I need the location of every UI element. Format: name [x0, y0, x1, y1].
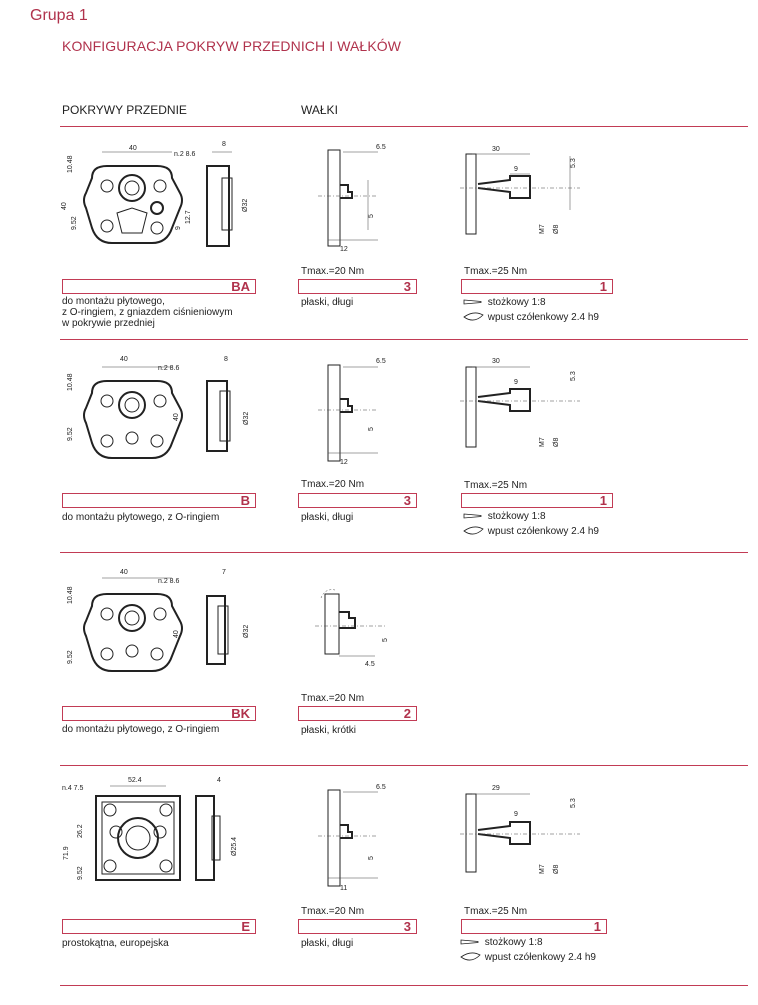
dim-text: Ø8 [553, 437, 560, 447]
dim-text: 40 [120, 356, 128, 363]
option-key [460, 952, 596, 963]
dim-text: 5.3 [570, 371, 577, 381]
dim-text: M7 [539, 224, 546, 234]
code-cell-cover [62, 279, 256, 294]
code-cell-cover [62, 493, 256, 508]
option-code: E [241, 919, 250, 934]
dim-text: 9.52 [67, 427, 74, 441]
dim-text: 10.48 [67, 373, 74, 391]
dim-text: 40 [120, 569, 128, 576]
dim-text: 40 [173, 630, 180, 638]
dim-text: 5.3 [570, 798, 577, 808]
code-cell-cover [62, 919, 256, 934]
option-label: stożkowy 1:8 [484, 937, 543, 948]
group-title: Grupa 1 [30, 7, 88, 24]
dim-text: 12 [340, 246, 348, 253]
code-cell-shaft [461, 919, 607, 934]
option-tapered [463, 297, 546, 308]
dim-text: 9 [514, 379, 518, 386]
dim-text: 30 [492, 146, 500, 153]
dim-text: 12.7 [185, 210, 192, 224]
torque-label: Tmax.=25 Nm [464, 480, 528, 491]
dim-text: Ø32 [243, 624, 250, 638]
dim-text: 10.48 [67, 586, 74, 604]
torque-label: Tmax.=20 Nm [301, 693, 365, 704]
woodruff-key-icon [460, 952, 482, 962]
dim-text: Ø32 [242, 198, 249, 212]
dim-text: 52.4 [128, 777, 142, 784]
torque-label: Tmax.=20 Nm [301, 906, 365, 917]
dim-text: 40 [173, 413, 180, 421]
dim-text: 11 [340, 885, 348, 892]
dim-text: 6.5 [376, 144, 386, 151]
dim-text: 40 [61, 202, 68, 210]
cover-description [62, 296, 233, 329]
code-cell-shaft [298, 493, 417, 508]
dim-text: 9.52 [71, 216, 78, 230]
row-divider [60, 552, 748, 553]
option-code: 3 [403, 493, 411, 508]
dim-text: M7 [539, 864, 546, 874]
dim-text: 5 [368, 214, 375, 218]
description-line: do montażu płytowego, z O-ringiem [62, 512, 220, 523]
page-title: KONFIGURACJA POKRYW PRZEDNICH I WAŁKÓW [62, 38, 402, 54]
cover-description [62, 938, 169, 949]
torque-label: Tmax.=20 Nm [301, 479, 365, 490]
dim-text: 9 [175, 226, 182, 230]
cover-drawing-ba [62, 138, 262, 258]
dim-text: 7 [222, 569, 226, 576]
dim-text: 5 [368, 856, 375, 860]
column-head-shafts: WAŁKI [301, 103, 338, 117]
dim-text: 9 [514, 811, 518, 818]
code-cell-shaft [298, 919, 417, 934]
code-cell-shaft [461, 279, 613, 294]
option-key [463, 312, 599, 323]
woodruff-key-icon [463, 526, 485, 536]
dim-text: n.2 8.6 [158, 365, 180, 372]
dim-text: 40 [129, 145, 137, 152]
taper-icon [463, 298, 485, 306]
shaft-drawing-tapered [460, 353, 590, 453]
dim-text: Ø8 [553, 224, 560, 234]
woodruff-key-icon [463, 312, 485, 322]
dim-text: 10.48 [67, 155, 74, 173]
shaft-description: płaski, długi [301, 297, 354, 308]
shaft-drawing-tapered [460, 780, 590, 880]
cover-drawing-e [62, 776, 262, 896]
dim-text: 6.5 [376, 358, 386, 365]
code-cell-shaft [298, 279, 417, 294]
cover-drawing-bk [62, 566, 262, 681]
dim-text: M7 [539, 437, 546, 447]
description-line: do montażu płytowego, [62, 296, 165, 307]
option-code: BA [231, 279, 250, 294]
row-divider [60, 126, 748, 127]
shaft-description: płaski, długi [301, 938, 354, 949]
option-label: stożkowy 1:8 [487, 297, 546, 308]
option-code: 1 [593, 919, 601, 934]
row-divider [60, 339, 748, 340]
option-code: B [240, 493, 250, 508]
shaft-drawing-flat-long [318, 353, 398, 468]
option-label: wpust czółenkowy 2.4 h9 [487, 526, 599, 537]
row-divider [60, 985, 748, 986]
code-cell-shaft [461, 493, 613, 508]
shaft-description: płaski, długi [301, 512, 354, 523]
shaft-drawing-flat-long [318, 140, 398, 255]
taper-icon [460, 938, 482, 946]
option-label: stożkowy 1:8 [487, 511, 546, 522]
option-tapered [460, 937, 543, 948]
dim-text: 71.9 [63, 846, 70, 860]
torque-label: Tmax.=20 Nm [301, 266, 365, 277]
dim-text: 12 [340, 459, 348, 466]
dim-text: 6.5 [376, 784, 386, 791]
option-code: 1 [599, 493, 607, 508]
dim-text: 4 [217, 777, 221, 784]
shaft-drawing-flat-long [318, 780, 398, 895]
column-head-covers: POKRYWY PRZEDNIE [62, 103, 187, 117]
code-cell-shaft [298, 706, 417, 721]
option-code: BK [231, 706, 250, 721]
row-divider [60, 765, 748, 766]
dim-text: 29 [492, 785, 500, 792]
dim-text: n.4 7.5 [62, 785, 84, 792]
dim-text: 4.5 [365, 661, 375, 668]
dim-text: n.2 8.6 [158, 578, 180, 585]
option-code: 1 [599, 279, 607, 294]
option-tapered [463, 511, 546, 522]
option-code: 3 [403, 279, 411, 294]
dim-text: 5 [368, 427, 375, 431]
dim-text: 8 [224, 356, 228, 363]
description-line: prostokątna, europejska [62, 938, 169, 949]
dim-text: 8 [222, 141, 226, 148]
dim-text: Ø32 [243, 411, 250, 425]
dim-text: 9.52 [67, 650, 74, 664]
option-code: 3 [403, 919, 411, 934]
dim-text: 9 [514, 166, 518, 173]
shaft-drawing-flat-short [315, 584, 405, 674]
torque-label: Tmax.=25 Nm [464, 266, 528, 277]
taper-icon [463, 512, 485, 520]
code-cell-cover [62, 706, 256, 721]
cover-description [62, 512, 219, 523]
dim-text: n.2 8.6 [174, 151, 196, 158]
option-key [463, 526, 599, 537]
description-line: z O-ringiem, z gniazdem ciśnieniowym [62, 307, 233, 318]
shaft-description: płaski, krótki [301, 725, 357, 736]
dim-text: 5.3 [570, 158, 577, 168]
dim-text: 30 [492, 358, 500, 365]
dim-text: Ø8 [553, 864, 560, 874]
description-line: w pokrywie przedniej [62, 318, 155, 329]
description-line: do montażu płytowego, z O-ringiem [62, 724, 220, 735]
shaft-drawing-tapered [460, 140, 590, 240]
option-code: 2 [403, 706, 411, 721]
dim-text: Ø25.4 [231, 836, 238, 856]
torque-label: Tmax.=25 Nm [464, 906, 528, 917]
cover-description [62, 724, 219, 735]
dim-text: 5 [382, 638, 389, 642]
option-label: wpust czółenkowy 2.4 h9 [484, 952, 596, 963]
option-label: wpust czółenkowy 2.4 h9 [487, 312, 599, 323]
dim-text: 26.2 [77, 824, 84, 838]
cover-drawing-b [62, 353, 262, 468]
dim-text: 9.52 [77, 866, 84, 880]
